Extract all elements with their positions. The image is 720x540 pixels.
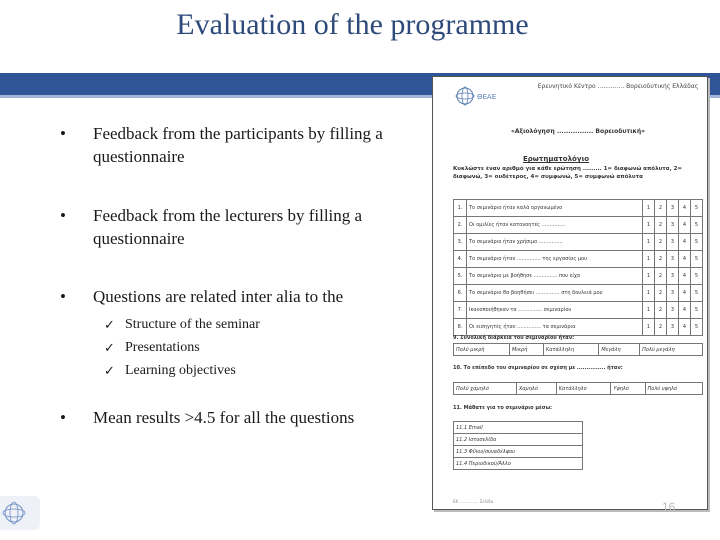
answer-option: Μικρή <box>509 344 543 356</box>
question-row <box>454 319 703 336</box>
scale-option: 3 <box>667 251 679 268</box>
sub-bullet-text: Structure of the seminar <box>125 317 260 332</box>
answer-option: Μεγάλη <box>599 344 640 356</box>
scale-option: 5 <box>691 319 703 336</box>
corner-logo-icon <box>0 496 40 530</box>
question-number: 1. <box>454 200 467 217</box>
scale-option: 2 <box>655 268 667 285</box>
scale-option: 3 <box>667 285 679 302</box>
scale-option: 5 <box>691 285 703 302</box>
scale-option: 3 <box>667 234 679 251</box>
sub-bullet-item <box>60 313 420 336</box>
scale-option: 2 <box>655 200 667 217</box>
answer-option: 11.1 Email <box>454 422 583 434</box>
scale-option: 1 <box>643 319 655 336</box>
answer-option: Κατάλληλο <box>556 383 611 395</box>
checkmark-icon: ✓ <box>104 317 115 332</box>
scale-option: 5 <box>691 200 703 217</box>
scale-option: 3 <box>667 217 679 234</box>
question-text: Το σεμινάριο ήταν χρήσιμο ............... <box>467 234 643 251</box>
doc-footer: ΕΚ ............... Σελίδα <box>453 499 494 504</box>
answer-option: 11.4 Περιοδικού/Άλλο <box>454 458 583 470</box>
section-11-options <box>453 421 583 470</box>
scale-option: 2 <box>655 285 667 302</box>
question-text: Οι ομιλίες ήταν κατανοητές ............... <box>467 217 643 234</box>
scale-option: 1 <box>643 217 655 234</box>
question-table <box>453 199 703 336</box>
bullet-dot-icon: • <box>60 124 66 143</box>
question-number: 7. <box>454 302 467 319</box>
question-row <box>454 302 703 319</box>
scale-option: 5 <box>691 268 703 285</box>
checkmark-icon: ✓ <box>104 340 115 355</box>
answer-option: 11.3 Φίλου/συναδέλφου <box>454 446 583 458</box>
institute-logo-icon <box>455 85 505 107</box>
bullet-item <box>60 122 420 168</box>
scale-option: 5 <box>691 302 703 319</box>
answer-option: Πολύ χαμηλό <box>454 383 517 395</box>
scale-option: 5 <box>691 251 703 268</box>
scale-option: 3 <box>667 200 679 217</box>
question-number: 6. <box>454 285 467 302</box>
question-text: Οι εισηγητές ήταν ............... τα σεμινάρια <box>467 319 643 336</box>
question-text: Ικανοποιήθηκαν τα ............... σεμιναρίου <box>467 302 643 319</box>
scale-option: 5 <box>691 217 703 234</box>
section-11-label: 11. Μάθατε για το σεμινάριο μέσω: <box>453 405 553 411</box>
scale-option: 3 <box>667 319 679 336</box>
scale-option: 4 <box>679 217 691 234</box>
question-number: 2. <box>454 217 467 234</box>
question-row <box>454 217 703 234</box>
bullet-dot-icon: • <box>60 206 66 225</box>
question-number: 8. <box>454 319 467 336</box>
answer-option: Χαμηλό <box>516 383 556 395</box>
answer-option: Πολύ μικρή <box>454 344 510 356</box>
section-10-label: 10. Το επίπεδο του σεμιναρίου σε σχέση με ............... ήταν: <box>453 365 623 371</box>
checkmark-icon: ✓ <box>104 363 115 378</box>
section-10-options <box>453 382 703 395</box>
sub-bullet-text: Presentations <box>125 340 200 355</box>
bullet-dot-icon: • <box>60 287 66 306</box>
answer-option: 11.2 Ιστοσελίδα <box>454 434 583 446</box>
scale-option: 1 <box>643 251 655 268</box>
bullet-text: Feedback from the participants by filling a questionnaire <box>93 124 383 166</box>
scale-option: 2 <box>655 251 667 268</box>
logo-text: ΘΕΑΕ <box>477 93 497 101</box>
doc-header: Ερευνητικό Κέντρο .............. Βορειοδυτικής Ελλάδας <box>537 83 699 90</box>
answer-option: Υψηλό <box>611 383 645 395</box>
scale-option: 4 <box>679 285 691 302</box>
bullet-item <box>60 204 420 250</box>
scale-option: 5 <box>691 234 703 251</box>
doc-intro: Κυκλώστε έναν αριθμό για κάθε ερώτηση ......... 1= διαφωνώ απόλυτα, 2= διαφωνώ, 3= ουδέτερος, 4= συμφωνώ, 5= συμφωνώ απόλυτα <box>453 166 683 180</box>
scale-option: 2 <box>655 234 667 251</box>
bullet-text: Questions are related inter alia to the <box>93 287 344 306</box>
question-row <box>454 268 703 285</box>
scale-option: 4 <box>679 234 691 251</box>
section-9-label: 9. Συνολική διάρκεια του σεμιναρίου ήταν: <box>453 335 575 341</box>
scale-option: 1 <box>643 268 655 285</box>
bullet-group <box>60 285 420 382</box>
question-text: Το σεμινάριο ήταν καλά οργανωμένο <box>467 200 643 217</box>
questionnaire-image <box>432 76 708 510</box>
scale-option: 2 <box>655 217 667 234</box>
bullet-text: Feedback from the lecturers by filling a questionnaire <box>93 206 363 248</box>
sub-bullet-item <box>60 336 420 359</box>
sub-bullet-text: Learning objectives <box>125 363 236 378</box>
question-number: 4. <box>454 251 467 268</box>
scale-option: 2 <box>655 302 667 319</box>
scale-option: 4 <box>679 200 691 217</box>
section-9-options <box>453 343 703 356</box>
question-row <box>454 200 703 217</box>
bullet-item <box>60 285 420 308</box>
scale-option: 1 <box>643 285 655 302</box>
scale-option: 4 <box>679 319 691 336</box>
sub-bullet-item <box>60 359 420 382</box>
scale-option: 1 <box>643 302 655 319</box>
scale-option: 1 <box>643 200 655 217</box>
question-row <box>454 234 703 251</box>
scale-option: 2 <box>655 319 667 336</box>
bullet-text: Mean results >4.5 for all the questions <box>93 408 355 427</box>
question-row <box>454 285 703 302</box>
scale-option: 4 <box>679 268 691 285</box>
answer-option: Πολύ μεγάλη <box>640 344 703 356</box>
question-number: 5. <box>454 268 467 285</box>
doc-subtitle: Ερωτηματολόγιο <box>523 155 590 163</box>
answer-option: Κατάλληλη <box>543 344 598 356</box>
question-text: Το σεμινάριο με βοήθησε ............... που είχα <box>467 268 643 285</box>
question-number: 3. <box>454 234 467 251</box>
bullet-dot-icon: • <box>60 408 66 427</box>
doc-title: «Αξιολόγηση ................ Βορειοδυτική» <box>511 128 645 135</box>
question-text: Το σεμινάριο ήταν ............... της εργασίας μου <box>467 251 643 268</box>
scale-option: 3 <box>667 268 679 285</box>
scale-option: 1 <box>643 234 655 251</box>
page-number: 16 <box>662 500 676 514</box>
scale-option: 4 <box>679 251 691 268</box>
slide-title: Evaluation of the programme <box>176 8 529 41</box>
scale-option: 4 <box>679 302 691 319</box>
question-text: Το σεμινάριο θα βοηθήσει ............... στη δουλειά μου <box>467 285 643 302</box>
question-row <box>454 251 703 268</box>
answer-option: Πολύ υψηλό <box>645 383 702 395</box>
scale-option: 3 <box>667 302 679 319</box>
bullet-item <box>60 406 473 429</box>
